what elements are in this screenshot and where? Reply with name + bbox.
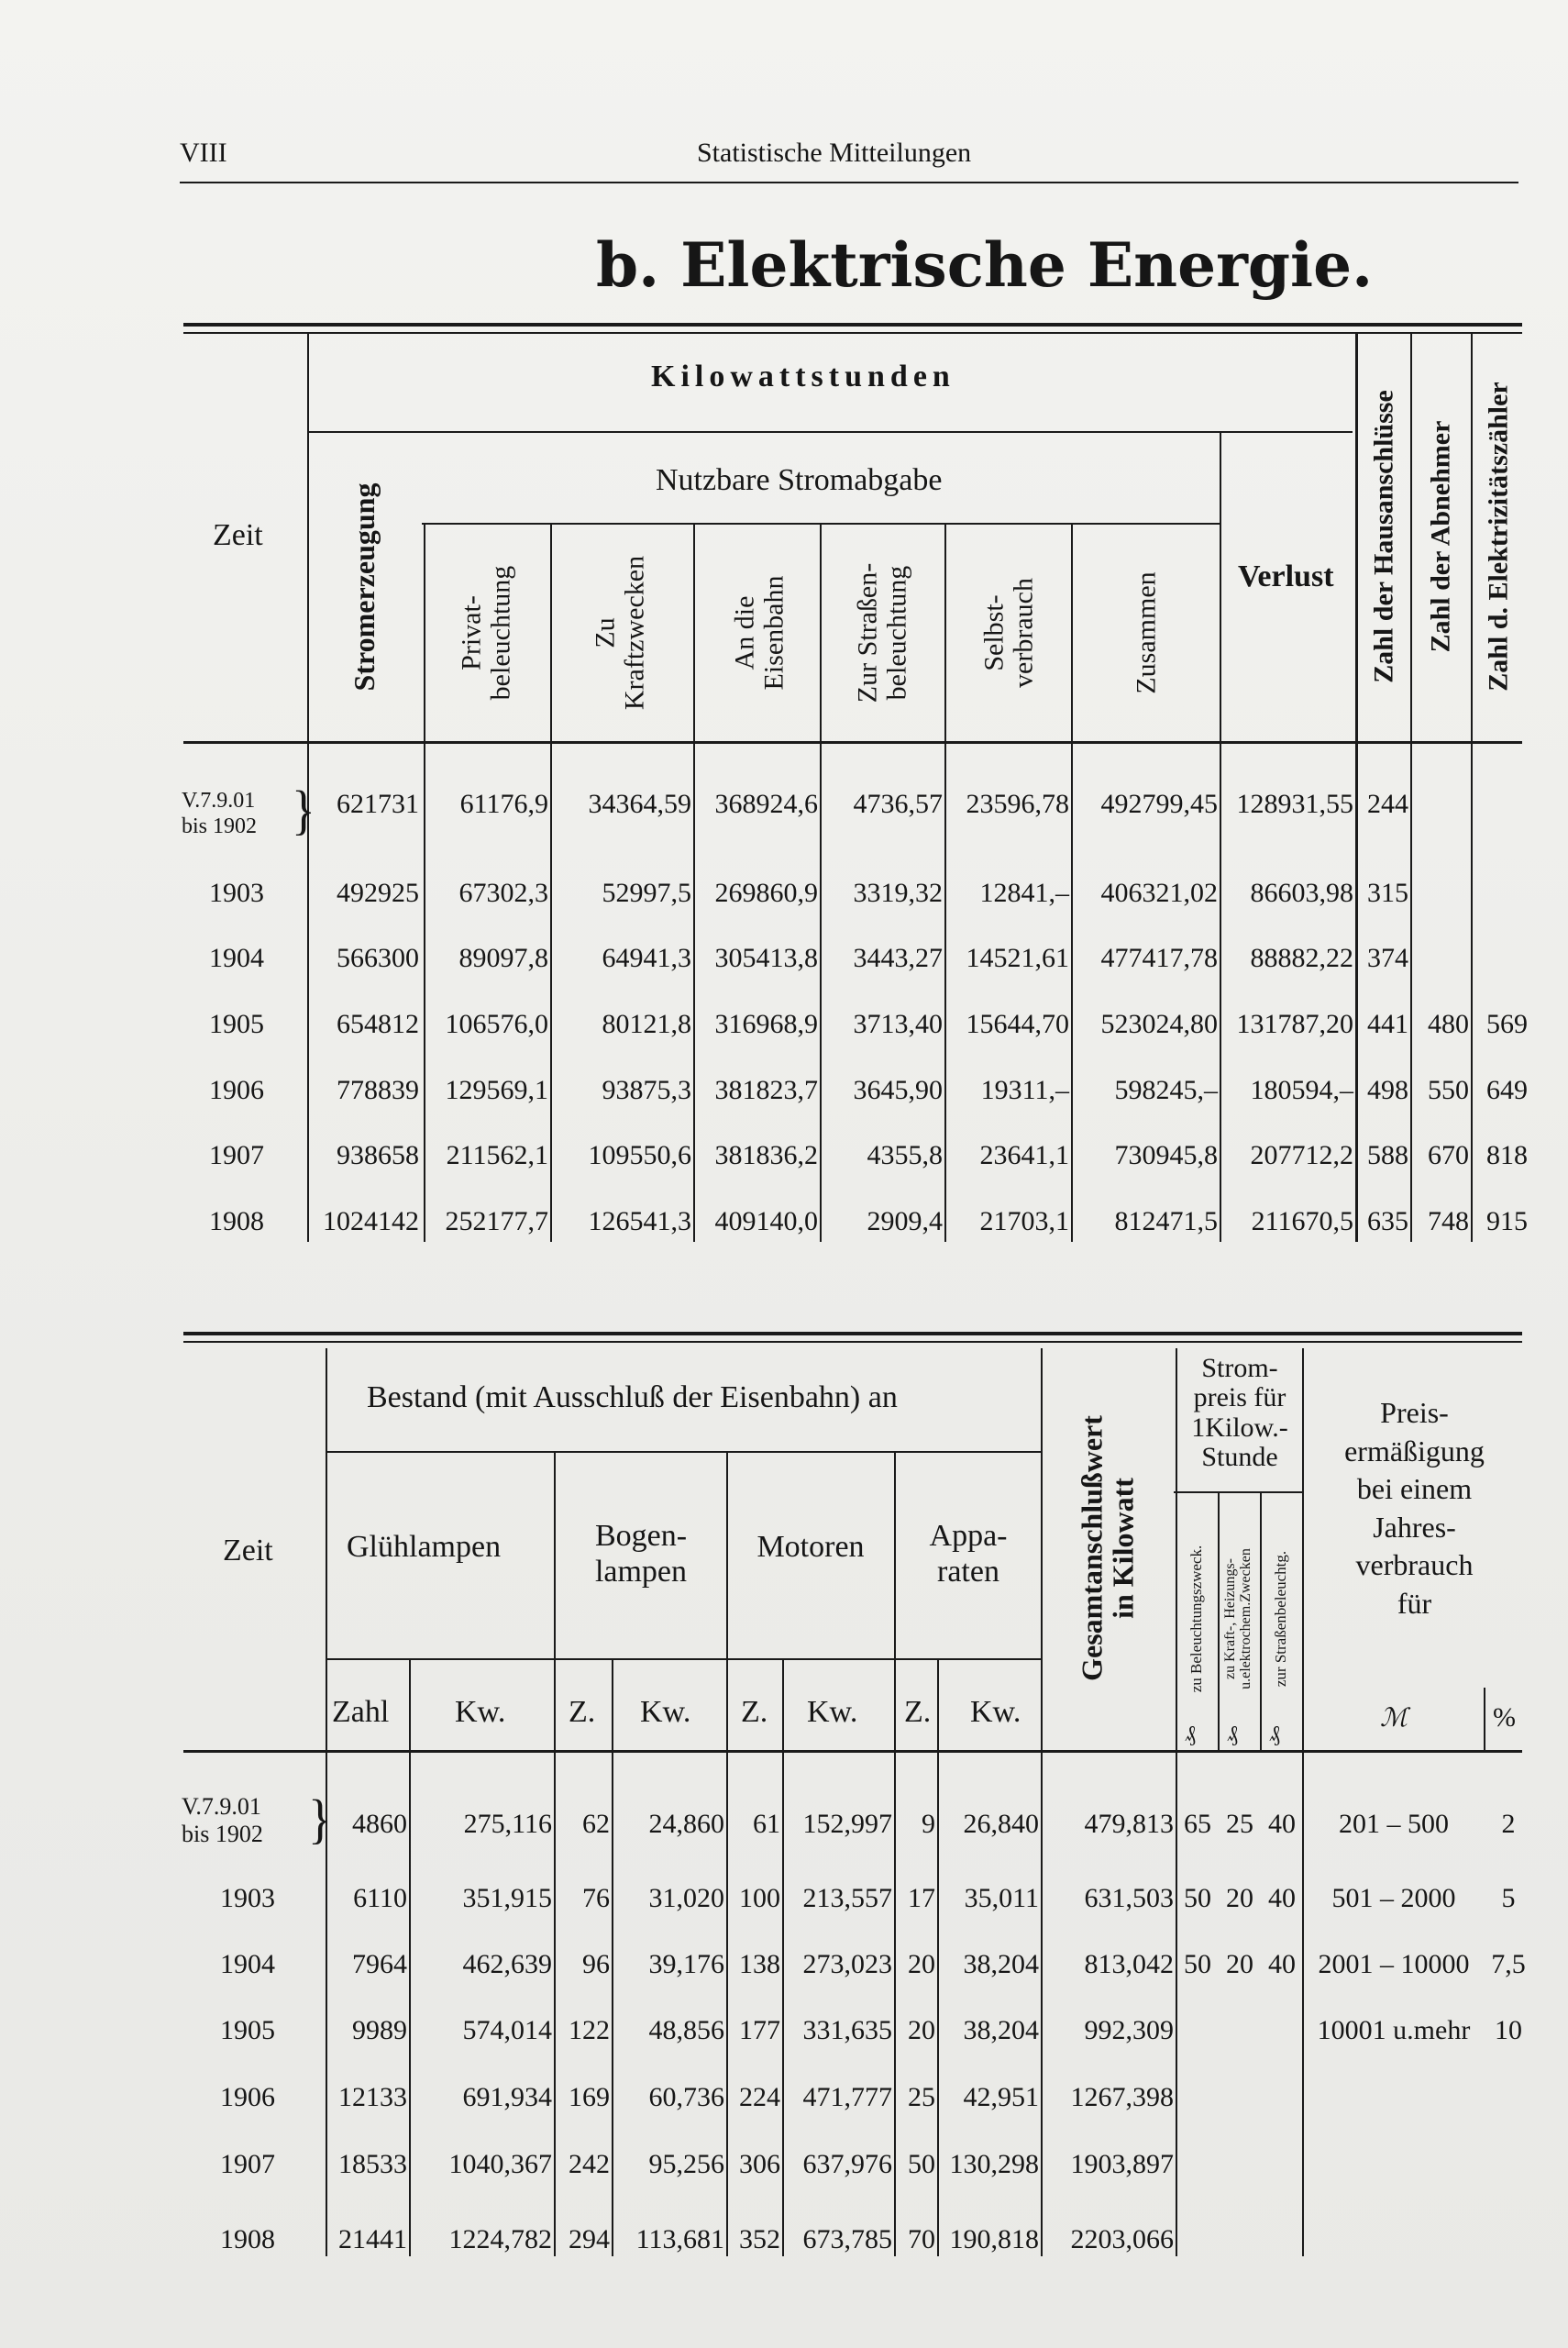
header-elektrizitaetszaehler: Zahl d. Elektrizitätszähler (1483, 382, 1514, 692)
cell-eisenbahn: 381836,2 (714, 1140, 818, 1170)
cell-privat: 252177,7 (445, 1206, 548, 1236)
cell-kw: 331,635 (802, 2015, 892, 2045)
cell-gesamt: 631,503 (1084, 1883, 1174, 1913)
cell-abnehmer: 748 (1428, 1206, 1469, 1236)
cell-z: 20 (908, 2015, 935, 2045)
running-title: Statistische Mitteilungen (697, 138, 972, 168)
cell-kw: 275,116 (463, 1809, 552, 1839)
cell-strasse: 4355,8 (867, 1140, 943, 1170)
cell-kraft: 80121,8 (602, 1009, 691, 1039)
cell-eisenbahn: 269860,9 (714, 878, 818, 908)
cell-kw: 462,639 (462, 1949, 552, 1979)
cell-kraft: 34364,59 (588, 789, 691, 819)
cell-z: 25 (908, 2082, 935, 2112)
cell-kraft: 64941,3 (602, 943, 691, 973)
cell-kw: 95,256 (648, 2149, 724, 2179)
table1-group-rule (307, 431, 1353, 433)
cell-zeit: 1905 (209, 1009, 264, 1039)
cell-zaehler: 818 (1486, 1140, 1528, 1170)
header-kraftzwecken: Zu Kraftzwecken (590, 555, 649, 711)
table2-vline (1260, 1491, 1262, 1753)
header-selbstverbrauch: Selbst- verbrauch (978, 578, 1038, 688)
cell-strasse: 2909,4 (867, 1206, 943, 1236)
cell-stromerzeugung: 621731 (337, 789, 419, 819)
header-gesamtanschlusswert: Gesamtanschlußwert in Kilowatt (1075, 1415, 1139, 1681)
cell-hausanschluesse: 441 (1367, 1009, 1408, 1039)
cell-kraft: 109550,6 (588, 1140, 691, 1170)
cell-privat: 61176,9 (459, 789, 548, 819)
cell-stromerzeugung: 654812 (337, 1009, 419, 1039)
cell-stromerzeugung: 938658 (337, 1140, 419, 1170)
cell-kw: 26,840 (963, 1809, 1039, 1839)
cell-kw: 113,681 (635, 2224, 724, 2254)
cell-selbst: 19311,– (980, 1075, 1069, 1105)
table2-header-bottom-rule (183, 1750, 1522, 1753)
table2-top-rule (183, 1332, 1522, 1335)
cell-selbst: 14521,61 (966, 943, 1069, 973)
header-gluehlampen: Glühlampen (347, 1530, 502, 1564)
cell-eisenbahn: 316968,9 (714, 1009, 818, 1039)
header-eisenbahn: An die Eisenbahn (729, 575, 789, 691)
cell-selbst: 12841,– (979, 878, 1069, 908)
section-title: b. Elektrische Energie. (596, 229, 1374, 301)
cell-kw: 190,818 (949, 2224, 1039, 2254)
cell-stromerzeugung: 492925 (337, 878, 419, 908)
cell-privat: 89097,8 (458, 943, 548, 973)
cell-verlust: 86603,98 (1250, 878, 1353, 908)
cell-kw: 35,011 (964, 1883, 1039, 1913)
cell-zeit: 1905 (220, 2015, 275, 2045)
cell-zeit: 1908 (209, 1206, 264, 1236)
cell-prozent: 2 (1501, 1809, 1516, 1839)
header-z: Z. (569, 1695, 596, 1729)
header-kw: Kw. (970, 1695, 1021, 1729)
cell-z: 62 (582, 1809, 610, 1839)
cell-kw: 273,023 (802, 1949, 892, 1979)
cell-kw: 673,785 (802, 2224, 892, 2254)
cell-kw: 42,951 (963, 2082, 1039, 2112)
header-zusammen: Zusammen (1131, 571, 1162, 694)
cell-hausanschluesse: 635 (1367, 1206, 1408, 1236)
cell-kw: 130,298 (949, 2149, 1039, 2179)
cell-zeit: V.7.9.01 (182, 1793, 261, 1820)
cell-zeit: bis 1902 (182, 814, 258, 838)
cell-kw: 574,014 (462, 2015, 552, 2045)
table2-vline (1302, 1348, 1304, 2256)
cell-z: 352 (739, 2224, 780, 2254)
cell-gesamt: 813,042 (1084, 1949, 1174, 1979)
cell-zusammen: 730945,8 (1114, 1140, 1218, 1170)
cell-preis-kraft: 20 (1226, 1949, 1253, 1979)
cell-kw: 351,915 (462, 1883, 552, 1913)
cell-strasse: 4736,57 (853, 789, 943, 819)
header-kw: Kw. (455, 1695, 506, 1729)
cell-strasse: 3645,90 (853, 1075, 943, 1105)
header-kilowattstunden: Kilowattstunden (651, 360, 955, 393)
cell-verbrauch: 501 – 2000 (1331, 1883, 1456, 1913)
cell-kw: 637,976 (802, 2149, 892, 2179)
cell-zaehler: 915 (1486, 1206, 1528, 1236)
cell-kw: 24,860 (648, 1809, 724, 1839)
cell-abnehmer: 550 (1428, 1075, 1469, 1105)
cell-selbst: 15644,70 (966, 1009, 1069, 1039)
table2-subheader-rule (326, 1658, 1041, 1660)
table2-top-rule-thin (183, 1341, 1522, 1343)
cell-preis-beleuchtung: 50 (1184, 1949, 1211, 1979)
header-pfennig: ₰ (1185, 1722, 1196, 1746)
cell-privat: 67302,3 (458, 878, 548, 908)
header-preisermaessigung: Preis- ermäßigung bei einem Jahres- verbrauch für (1344, 1396, 1485, 1620)
cell-zeit: 1904 (209, 943, 264, 973)
cell-z: 169 (569, 2082, 610, 2112)
cell-zahl: 21441 (338, 2224, 407, 2254)
cell-kw: 691,934 (462, 2082, 552, 2112)
cell-zahl: 12133 (338, 2082, 407, 2112)
cell-kw: 38,204 (963, 1949, 1039, 1979)
cell-zeit: V.7.9.01 (182, 789, 256, 813)
cell-zeit: 1906 (220, 2082, 275, 2112)
cell-abnehmer: 480 (1428, 1009, 1469, 1039)
cell-zeit: 1907 (220, 2149, 275, 2179)
cell-eisenbahn: 381823,7 (714, 1075, 818, 1105)
header-zu-beleuchtung: zu Beleuchtungszweck. (1187, 1545, 1206, 1693)
cell-kraft: 93875,3 (602, 1075, 691, 1105)
cell-zeit: 1904 (220, 1949, 275, 1979)
table1-top-rule (183, 323, 1522, 327)
table2-strompreis-rule (1174, 1491, 1302, 1493)
cell-zeit: 1908 (220, 2224, 275, 2254)
cell-z: 50 (908, 2149, 935, 2179)
header-zahl: Zahl (332, 1695, 390, 1729)
cell-zeit: 1903 (220, 1883, 275, 1913)
cell-z: 177 (739, 2015, 780, 2045)
cell-z: 306 (739, 2149, 780, 2179)
cell-z: 61 (753, 1809, 780, 1839)
cell-zeit: 1906 (209, 1075, 264, 1105)
cell-zahl: 9989 (352, 2015, 407, 2045)
cell-gesamt: 992,309 (1084, 2015, 1174, 2045)
cell-hausanschluesse: 588 (1367, 1140, 1408, 1170)
cell-gesamt: 1267,398 (1070, 2082, 1174, 2112)
cell-stromerzeugung: 778839 (337, 1075, 419, 1105)
cell-zeit: 1907 (209, 1140, 264, 1170)
cell-kw: 471,777 (802, 2082, 892, 2112)
table1-header-bottom-rule (183, 741, 1522, 744)
table2-vline (1176, 1348, 1177, 2256)
header-strassenbeleuchtung: zur Straßenbeleuchtg. (1272, 1550, 1290, 1688)
cell-selbst: 23641,1 (979, 1140, 1069, 1170)
cell-gesamt: 1903,897 (1070, 2149, 1174, 2179)
cell-prozent: 7,5 (1491, 1949, 1526, 1979)
header-hausanschluesse: Zahl der Hausanschlüsse (1368, 390, 1399, 683)
cell-verlust: 211670,5 (1251, 1206, 1353, 1236)
cell-zahl: 18533 (338, 2149, 407, 2179)
cell-z: 122 (569, 2015, 610, 2045)
cell-prozent: 5 (1501, 1883, 1516, 1913)
cell-selbst: 23596,78 (966, 789, 1069, 819)
cell-z: 17 (908, 1883, 935, 1913)
cell-preis-strasse: 40 (1268, 1809, 1296, 1839)
cell-zahl: 6110 (353, 1883, 407, 1913)
cell-verbrauch: 10001 u.mehr (1317, 2015, 1471, 2045)
cell-verbrauch: 201 – 500 (1339, 1809, 1449, 1839)
header-zeit: Zeit (213, 518, 263, 552)
cell-eisenbahn: 409140,0 (714, 1206, 818, 1236)
cell-strasse: 3319,32 (853, 878, 943, 908)
cell-kw: 38,204 (963, 2015, 1039, 2045)
cell-hausanschluesse: 498 (1367, 1075, 1408, 1105)
cell-zusammen: 523024,80 (1100, 1009, 1218, 1039)
cell-preis-strasse: 40 (1268, 1949, 1296, 1979)
cell-zeit: 1903 (209, 878, 264, 908)
header-kw: Kw. (640, 1695, 691, 1729)
header-pfennig: ₰ (1227, 1722, 1238, 1746)
table2-vline (726, 1453, 728, 2256)
table2-vline (1218, 1491, 1220, 1753)
cell-hausanschluesse: 315 (1367, 878, 1408, 908)
cell-eisenbahn: 305413,8 (714, 943, 818, 973)
cell-z: 224 (739, 2082, 780, 2112)
cell-kw: 31,020 (648, 1883, 724, 1913)
header-zeit: Zeit (223, 1534, 273, 1567)
cell-gesamt: 2203,066 (1070, 2224, 1174, 2254)
cell-hausanschluesse: 244 (1367, 789, 1408, 819)
cell-kw: 48,856 (648, 2015, 724, 2045)
cell-kw: 1224,782 (448, 2224, 552, 2254)
cell-verlust: 131787,20 (1236, 1009, 1353, 1039)
cell-prozent: 10 (1495, 2015, 1522, 2045)
cell-z: 9 (922, 1809, 935, 1839)
cell-z: 20 (908, 1949, 935, 1979)
cell-z: 100 (739, 1883, 780, 1913)
cell-verlust: 207712,2 (1250, 1140, 1353, 1170)
cell-privat: 211562,1 (446, 1140, 548, 1170)
cell-kw: 213,557 (802, 1883, 892, 1913)
cell-z: 96 (582, 1949, 610, 1979)
cell-kw: 60,736 (648, 2082, 724, 2112)
cell-preis-strasse: 40 (1268, 1883, 1296, 1913)
cell-abnehmer: 670 (1428, 1140, 1469, 1170)
table1-top-rule-thin (183, 332, 1522, 334)
cell-zaehler: 649 (1486, 1075, 1528, 1105)
cell-hausanschluesse: 374 (1367, 943, 1408, 973)
cell-zahl: 4860 (352, 1809, 407, 1839)
cell-zusammen: 492799,45 (1100, 789, 1218, 819)
cell-verlust: 88882,22 (1250, 943, 1353, 973)
header-verlust: Verlust (1238, 559, 1334, 593)
header-zu-kraft: zu Kraft-, Heizungs- u.elektrochem.Zwecken (1222, 1548, 1253, 1689)
cell-verbrauch: 2001 – 10000 (1318, 1949, 1470, 1979)
cell-stromerzeugung: 566300 (337, 943, 419, 973)
cell-privat: 129569,1 (445, 1075, 548, 1105)
cell-preis-kraft: 25 (1226, 1809, 1253, 1839)
header-kw: Kw. (807, 1695, 858, 1729)
header-mark: ℳ (1380, 1704, 1408, 1733)
cell-kw: 1040,367 (448, 2149, 552, 2179)
header-z: Z. (741, 1695, 768, 1729)
cell-selbst: 21703,1 (979, 1206, 1069, 1236)
page-number: VIII (180, 138, 227, 168)
cell-preis-beleuchtung: 50 (1184, 1883, 1211, 1913)
cell-z: 242 (569, 2149, 610, 2179)
cell-zeit: bis 1902 (182, 1821, 263, 1847)
cell-preis-beleuchtung: 65 (1184, 1809, 1211, 1839)
cell-zaehler: 569 (1486, 1009, 1528, 1039)
cell-strasse: 3443,27 (853, 943, 943, 973)
cell-eisenbahn: 368924,6 (714, 789, 818, 819)
header-nutzbare-stromabgabe: Nutzbare Stromabgabe (656, 463, 943, 497)
table2-vline (1484, 1688, 1485, 1752)
header-stromerzeugung: Stromerzeugung (348, 482, 381, 692)
cell-zusammen: 406321,02 (1100, 878, 1218, 908)
cell-z: 138 (739, 1949, 780, 1979)
cell-gesamt: 479,813 (1084, 1809, 1174, 1839)
cell-strasse: 3713,40 (853, 1009, 943, 1039)
header-bogenlampen: Bogen- lampen (594, 1519, 688, 1589)
header-percent: % (1493, 1702, 1516, 1733)
cell-zahl: 7964 (352, 1949, 407, 1979)
header-z: Z. (904, 1695, 932, 1729)
table2-group-rule (326, 1451, 1041, 1453)
header-strassenbeleuchtung: Zur Straßen- beleuchtung (852, 562, 911, 703)
header-motoren: Motoren (756, 1530, 865, 1564)
header-privatbeleuchtung: Privat- beleuchtung (456, 565, 515, 701)
cell-z: 70 (908, 2224, 935, 2254)
cell-z: 76 (582, 1883, 610, 1913)
cell-zusammen: 812471,5 (1114, 1206, 1218, 1236)
header-pfennig: ₰ (1269, 1722, 1280, 1746)
brace: } (292, 780, 315, 840)
table2-vline (1041, 1348, 1043, 2256)
header-abnehmer: Zahl der Abnehmer (1425, 420, 1456, 653)
header-strompreis: Strom- preis für 1Kilow.- Stunde (1191, 1353, 1288, 1473)
cell-zusammen: 598245,– (1114, 1075, 1218, 1105)
table1-vline (1220, 433, 1221, 1242)
cell-zusammen: 477417,78 (1100, 943, 1218, 973)
cell-kraft: 52997,5 (602, 878, 691, 908)
header-rule (180, 182, 1518, 183)
cell-preis-kraft: 20 (1226, 1883, 1253, 1913)
cell-verlust: 180594,– (1250, 1075, 1353, 1105)
cell-z: 294 (569, 2224, 610, 2254)
cell-kw: 39,176 (648, 1949, 724, 1979)
brace: } (308, 1789, 332, 1849)
cell-privat: 106576,0 (445, 1009, 548, 1039)
cell-kw: 152,997 (802, 1809, 892, 1839)
cell-verlust: 128931,55 (1236, 789, 1353, 819)
header-bestand: Bestand (mit Ausschluß der Eisenbahn) an (367, 1380, 898, 1414)
header-apparaten: Appa- raten (929, 1519, 1008, 1589)
cell-stromerzeugung: 1024142 (323, 1206, 419, 1236)
cell-kraft: 126541,3 (588, 1206, 691, 1236)
